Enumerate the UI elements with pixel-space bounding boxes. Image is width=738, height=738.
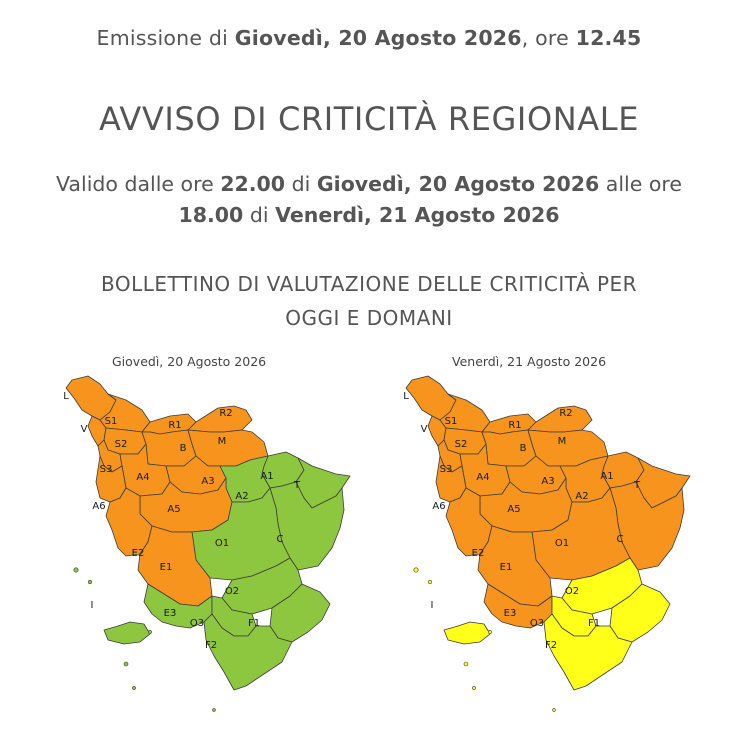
zone-label-a2: A2 xyxy=(575,491,589,502)
islet-1 xyxy=(74,568,78,572)
zone-label-t: T xyxy=(293,480,301,491)
zone-label-o2: O2 xyxy=(564,586,580,597)
map-tomorrow xyxy=(340,370,710,738)
zone-label-s1: S1 xyxy=(444,416,458,427)
zone-label-f1: F1 xyxy=(587,618,601,629)
zone-label-c: C xyxy=(616,534,624,545)
valid-di-2: di xyxy=(249,203,269,227)
islet-3 xyxy=(464,662,468,666)
zone-label-s1: S1 xyxy=(104,416,118,427)
validity-line-2 xyxy=(0,203,738,227)
zone-label-m: M xyxy=(557,436,567,447)
zone-label-f1: F1 xyxy=(247,618,261,629)
zone-label-s2: S2 xyxy=(454,439,468,450)
zone-label-f2: F2 xyxy=(204,640,218,651)
valid-from-date: Giovedì, 20 Agosto 2026 xyxy=(316,172,600,196)
islet-4 xyxy=(132,686,135,689)
zone-label-m: M xyxy=(217,436,227,447)
zone-b xyxy=(482,430,536,466)
zone-label-b: B xyxy=(179,443,187,454)
zone-label-b: B xyxy=(519,443,527,454)
zone-label-o3: O3 xyxy=(529,618,545,629)
zone-label-t: T xyxy=(633,480,641,491)
islet-3 xyxy=(124,662,128,666)
zone-label-r2: R2 xyxy=(219,408,233,419)
valid-to-time: 18.00 xyxy=(178,203,244,227)
valid-from-time: 22.00 xyxy=(220,172,286,196)
map-tomorrow-date: Venerdì, 21 Agosto 2026 xyxy=(452,354,607,369)
zone-label-r1: R1 xyxy=(168,420,182,431)
islet-2 xyxy=(88,580,92,584)
page-title: AVVISO DI CRITICITÀ REGIONALE xyxy=(98,100,640,138)
zone-label-a4: A4 xyxy=(476,472,490,483)
zone-label-o2: O2 xyxy=(224,586,240,597)
emission-separator: , ore xyxy=(521,26,569,50)
map-today xyxy=(0,370,370,738)
zone-label-s2: S2 xyxy=(114,439,128,450)
emission-prefix: Emissione di xyxy=(96,26,228,50)
zone-label-a3: A3 xyxy=(201,476,215,487)
zone-label-e3: E3 xyxy=(163,608,177,619)
emission-date: Giovedì, 20 Agosto 2026 xyxy=(234,26,522,50)
zone-label-v: V xyxy=(420,424,428,435)
zone-label-a6: A6 xyxy=(92,501,106,512)
valid-to-date: Venerdì, 21 Agosto 2026 xyxy=(275,203,560,227)
zone-label-c: C xyxy=(276,534,284,545)
zone-label-o1: O1 xyxy=(554,538,570,549)
zone-label-a5: A5 xyxy=(167,504,181,515)
islet-1 xyxy=(414,568,418,572)
zone-label-i: I xyxy=(430,600,434,611)
islet-5 xyxy=(213,709,216,712)
validity-line-1 xyxy=(0,172,738,196)
zone-label-e3: E3 xyxy=(503,608,517,619)
zone-label-l: L xyxy=(63,391,69,402)
zone-label-a5: A5 xyxy=(507,504,521,515)
zone-label-a6: A6 xyxy=(432,501,446,512)
bulletin-title-line-1: BOLLETTINO DI VALUTAZIONE DELLE CRITICITÀ PER xyxy=(100,272,638,296)
zone-label-a1: A1 xyxy=(260,471,274,482)
zone-label-s3: S3 xyxy=(99,464,113,475)
zone-label-s3: S3 xyxy=(439,464,453,475)
emission-line xyxy=(0,26,738,50)
zone-label-v: V xyxy=(80,424,88,435)
emission-time: 12.45 xyxy=(575,26,642,50)
zone-label-r1: R1 xyxy=(508,420,522,431)
valid-di-1: di xyxy=(291,172,311,196)
islet-6 xyxy=(148,630,151,633)
zone-label-e2: E2 xyxy=(131,548,145,559)
zone-label-a2: A2 xyxy=(235,491,249,502)
islet-5 xyxy=(553,709,556,712)
zone-label-o3: O3 xyxy=(189,618,205,629)
islet-2 xyxy=(428,580,432,584)
zone-label-e2: E2 xyxy=(471,548,485,559)
zone-label-o1: O1 xyxy=(214,538,230,549)
islet-4 xyxy=(472,686,475,689)
zone-i xyxy=(104,622,150,644)
zone-label-e1: E1 xyxy=(159,562,173,573)
map-today-date: Giovedì, 20 Agosto 2026 xyxy=(112,354,267,369)
zone-label-a1: A1 xyxy=(600,471,614,482)
zone-b xyxy=(142,430,196,466)
valid-prefix: Valido dalle ore xyxy=(56,172,214,196)
zone-label-a4: A4 xyxy=(136,472,150,483)
zone-label-f2: F2 xyxy=(544,640,558,651)
zone-label-i: I xyxy=(90,600,94,611)
islet-6 xyxy=(488,630,491,633)
valid-to-prefix: alle ore xyxy=(605,172,682,196)
zone-i xyxy=(444,622,490,644)
zone-label-r2: R2 xyxy=(559,408,573,419)
zone-label-e1: E1 xyxy=(499,562,513,573)
zone-label-l: L xyxy=(403,391,409,402)
zone-label-a3: A3 xyxy=(541,476,555,487)
bulletin-title-line-2: OGGI E DOMANI xyxy=(285,306,453,330)
